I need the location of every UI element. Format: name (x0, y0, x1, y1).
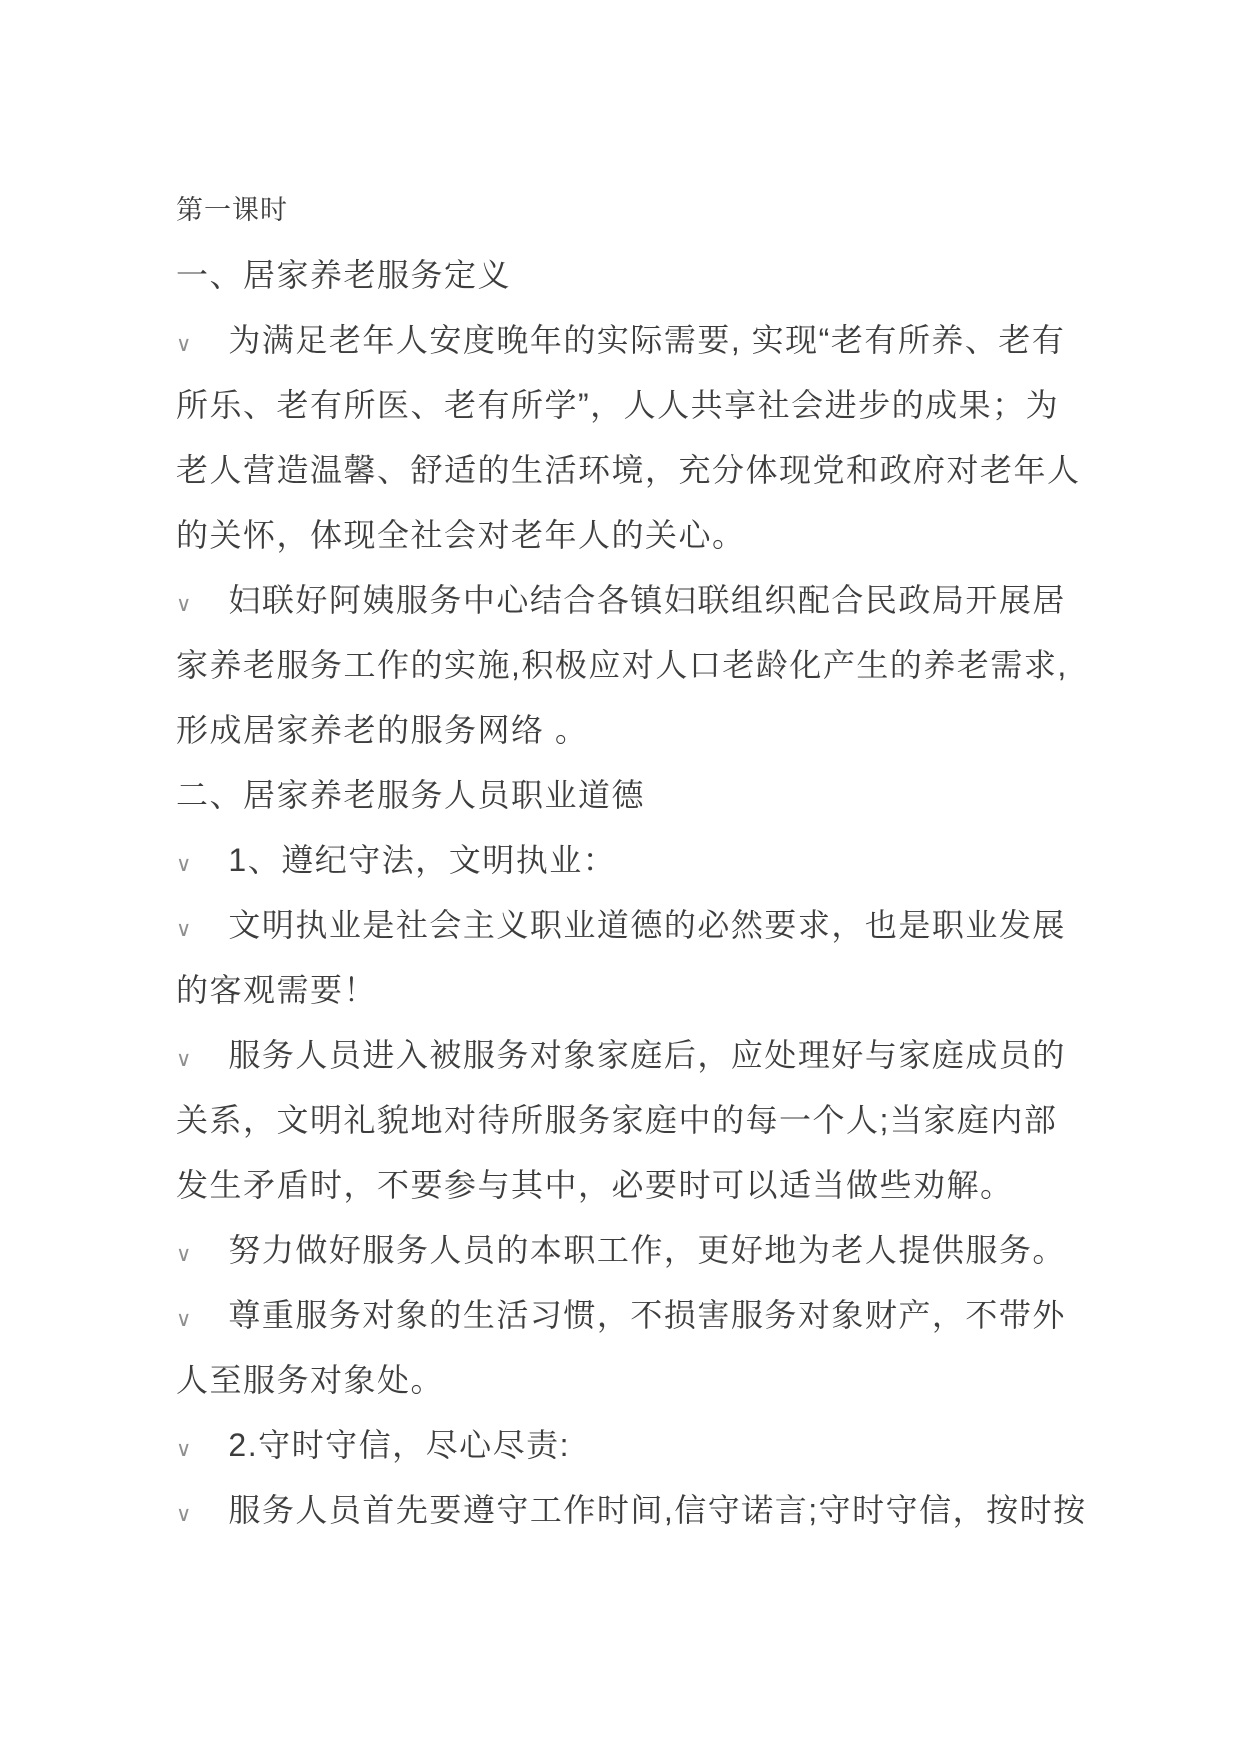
line-text: 人至服务对象处。 (176, 1362, 445, 1398)
list-marker-icon: ∨ (176, 1048, 192, 1071)
text-line (176, 1023, 1136, 1088)
text-line (176, 893, 1136, 958)
text-line (176, 633, 1136, 698)
line-text: 2.守时守信，尽心尽责: (228, 1427, 570, 1463)
line-text: 尊重服务对象的生活习惯，不损害服务对象财产，不带外 (228, 1297, 1066, 1333)
text-line (176, 503, 1136, 568)
text-line (176, 373, 1136, 438)
line-text: 二、居家养老服务人员职业道德 (176, 777, 646, 813)
text-line (176, 1478, 1136, 1543)
text-line (176, 308, 1136, 373)
list-marker-icon: ∨ (176, 1308, 192, 1331)
line-text: 服务人员首先要遵守工作时间,信守诺言;守时守信，按时按 (228, 1492, 1087, 1528)
text-line (176, 568, 1136, 633)
line-text: 一、居家养老服务定义 (176, 257, 512, 293)
text-line (176, 1283, 1136, 1348)
line-text: 1、遵纪守法，文明执业： (228, 842, 617, 878)
line-text: 文明执业是社会主义职业道德的必然要求，也是职业发展 (228, 907, 1066, 943)
list-marker-icon: ∨ (176, 1503, 192, 1526)
text-line (176, 178, 1136, 243)
text-line (176, 698, 1136, 763)
text-line (176, 1153, 1136, 1218)
line-text: 家养老服务工作的实施,积极应对人口老龄化产生的养老需求, (176, 647, 1068, 683)
list-marker-icon: ∨ (176, 593, 192, 616)
line-text: 所乐、老有所医、老有所学”，人人共享社会进步的成果；为 (176, 387, 1060, 423)
line-text: 服务人员进入被服务对象家庭后，应处理好与家庭成员的 (228, 1037, 1066, 1073)
line-text: 第一课时 (176, 195, 288, 225)
text-line (176, 1348, 1136, 1413)
text-line (176, 1413, 1136, 1478)
text-line (176, 1088, 1136, 1153)
list-marker-icon: ∨ (176, 1243, 192, 1266)
line-text: 关系，文明礼貌地对待所服务家庭中的每一个人;当家庭内部 (176, 1102, 1058, 1138)
line-text: 的关怀，体现全社会对老年人的关心。 (176, 517, 746, 553)
text-line (176, 763, 1136, 828)
list-marker-icon: ∨ (176, 918, 192, 941)
document-content (176, 178, 1136, 1543)
text-line (176, 828, 1136, 893)
line-text: 发生矛盾时，不要参与其中，必要时可以适当做些劝解。 (176, 1167, 1014, 1203)
text-line (176, 243, 1136, 308)
line-text: 形成居家养老的服务网络 。 (176, 712, 589, 748)
list-marker-icon: ∨ (176, 333, 192, 356)
text-line (176, 958, 1136, 1023)
line-text: 的客观需要！ (176, 972, 378, 1008)
list-marker-icon: ∨ (176, 1438, 192, 1461)
text-line (176, 1218, 1136, 1283)
line-text: 为满足老年人安度晚年的实际需要, 实现“老有所养、老有 (228, 322, 1066, 358)
line-text: 努力做好服务人员的本职工作，更好地为老人提供服务。 (228, 1232, 1066, 1268)
line-text: 老人营造温馨、舒适的生活环境，充分体现党和政府对老年人 (176, 452, 1081, 488)
list-marker-icon: ∨ (176, 853, 192, 876)
line-text: 妇联好阿姨服务中心结合各镇妇联组织配合民政局开展居 (228, 582, 1066, 618)
text-line (176, 438, 1136, 503)
